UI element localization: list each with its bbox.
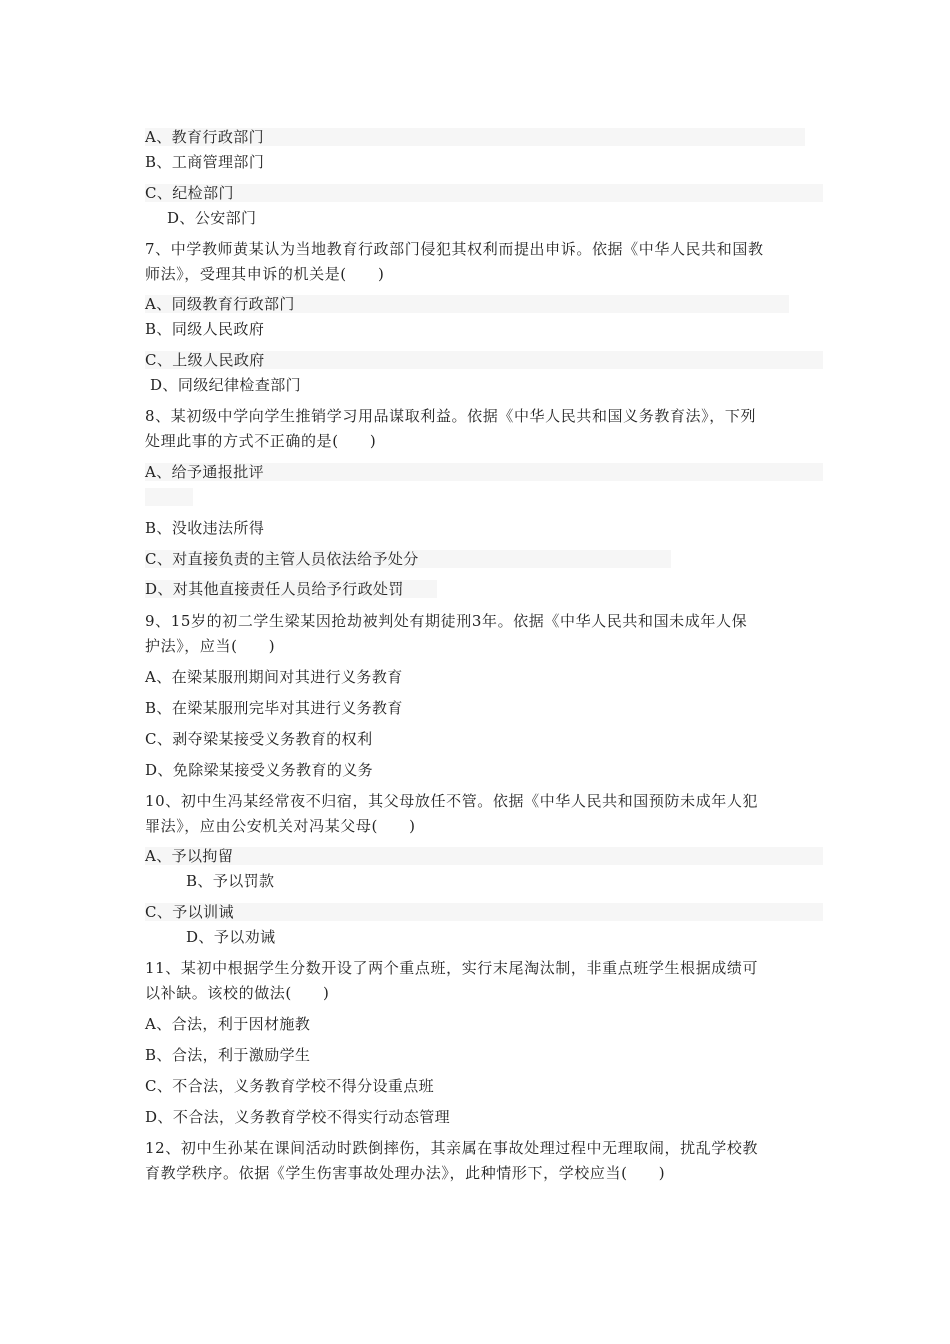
shade-band: [145, 847, 823, 865]
q12-stem-line2: 育教学秩序。依据《学生伤害事故处理办法》，此种情形下，学校应当( ): [145, 1164, 666, 1182]
q6-option-c: C、纪检部门: [145, 184, 234, 202]
q8-option-d: D、对其他直接责任人员给予行政处罚: [145, 580, 404, 598]
q11-option-c: C、不合法，义务教育学校不得分设重点班: [145, 1077, 435, 1095]
q10-option-a: A、予以拘留: [145, 847, 234, 865]
q10-stem-line2: 罪法》，应由公安机关对冯某父母( ): [145, 817, 416, 835]
q6-option-d: D、公安部门: [167, 209, 257, 227]
q11-option-d: D、不合法，义务教育学校不得实行动态管理: [145, 1108, 451, 1126]
q6-option-b: B、工商管理部门: [145, 153, 265, 171]
q8-option-c: C、对直接负责的主管人员依法给予处分: [145, 550, 419, 568]
q11-stem-line2: 以补缺。该校的做法( ): [145, 984, 330, 1002]
q6-option-a: A、教育行政部门: [145, 128, 265, 146]
q9-stem-line2: 护法》，应当( ): [145, 637, 276, 655]
q11-option-b: B、合法，利于激励学生: [145, 1046, 311, 1064]
q7-option-a: A、同级教育行政部门: [145, 295, 295, 313]
q7-stem-line1: 7、中学教师黄某认为当地教育行政部门侵犯其权利而提出申诉。依据《中华人民共和国教: [145, 240, 764, 258]
q8-option-a: A、给予通报批评: [145, 463, 265, 481]
shade-band: [145, 903, 823, 921]
q9-option-b: B、在梁某服刑完毕对其进行义务教育: [145, 699, 403, 717]
q7-stem-line2: 师法》，受理其申诉的机关是( ): [145, 265, 385, 283]
q7-option-d: D、同级纪律检查部门: [150, 376, 302, 394]
shade-band: [145, 488, 193, 506]
q9-option-d: D、免除梁某接受义务教育的义务: [145, 761, 374, 779]
q11-option-a: A、合法，利于因材施教: [145, 1015, 311, 1033]
q7-option-b: B、同级人民政府: [145, 320, 265, 338]
q9-option-a: A、在梁某服刑期间对其进行义务教育: [145, 668, 403, 686]
shade-band: [145, 184, 823, 202]
q8-stem-line2: 处理此事的方式不正确的是( ): [145, 432, 377, 450]
q7-option-c: C、上级人民政府: [145, 351, 265, 369]
q9-stem-line1: 9、15岁的初二学生梁某因抢劫被判处有期徒刑3年。依据《中华人民共和国未成年人保: [145, 612, 748, 630]
q11-stem-line1: 11、某初中根据学生分数开设了两个重点班，实行末尾淘汰制，非重点班学生根据成绩可: [145, 959, 759, 977]
q10-stem-line1: 10、初中生冯某经常夜不归宿，其父母放任不管。依据《中华人民共和国预防未成年人犯: [145, 792, 759, 810]
q8-stem-line1: 8、某初级中学向学生推销学习用品谋取利益。依据《中华人民共和国义务教育法》，下列: [145, 407, 757, 425]
q12-stem-line1: 12、初中生孙某在课间活动时跌倒摔伤，其亲属在事故处理过程中无理取闹，扰乱学校教: [145, 1139, 759, 1157]
q10-option-b: B、予以罚款: [186, 872, 275, 890]
q8-option-b: B、没收违法所得: [145, 519, 265, 537]
q9-option-c: C、剥夺梁某接受义务教育的权利: [145, 730, 373, 748]
q10-option-c: C、予以训诫: [145, 903, 234, 921]
q10-option-d: D、予以劝诫: [186, 928, 276, 946]
